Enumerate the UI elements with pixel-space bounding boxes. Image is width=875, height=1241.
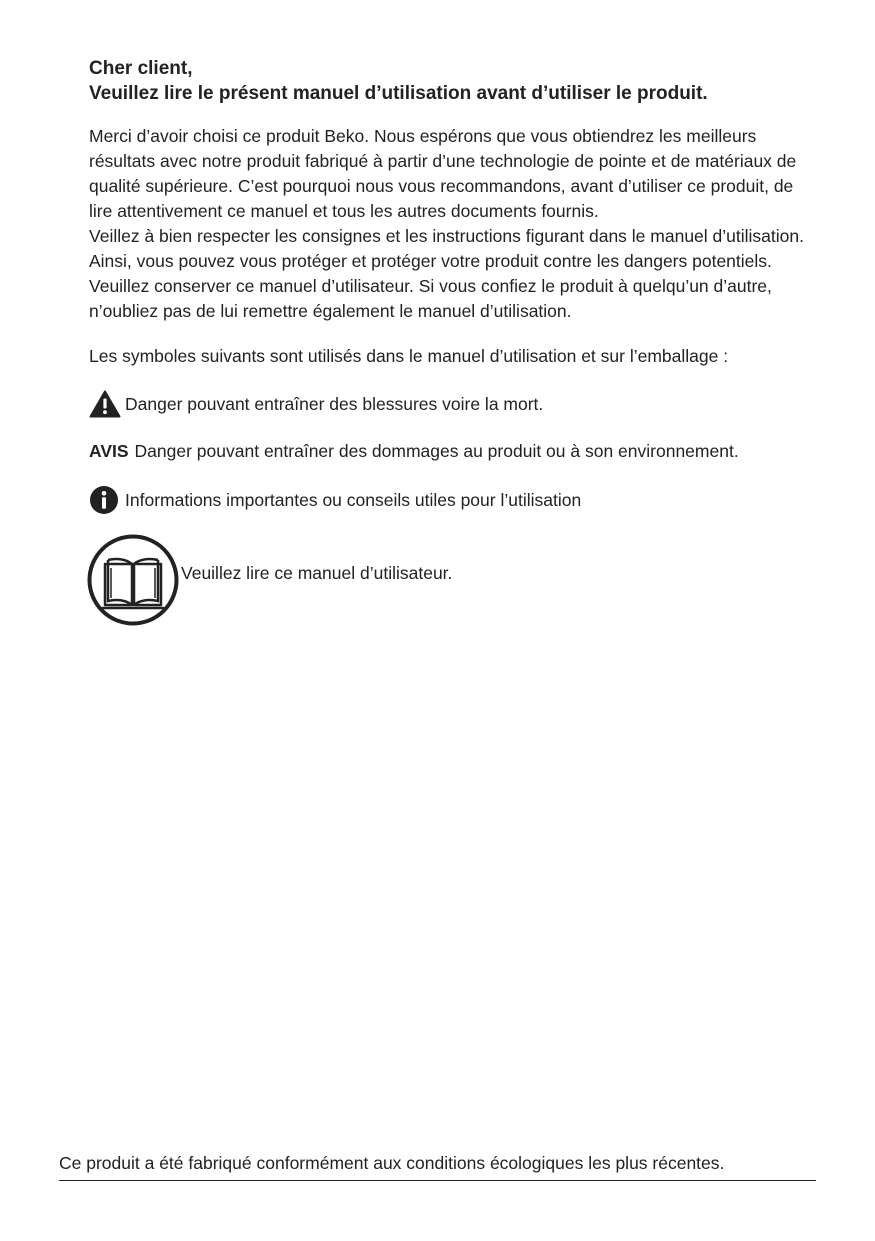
intro-paragraph-2: Veillez à bien respecter les consignes et les instructions figurant dans le manuel d’utilisation. Ainsi, vous pouvez vous protéger et protéger votre produit contre les dangers potentiels. — [89, 226, 804, 271]
avis-label: AVIS — [89, 441, 129, 461]
intro-section — [89, 124, 819, 324]
intro-paragraph-1: Merci d’avoir choisi ce produit Beko. Nous espérons que vous obtiendrez les meilleurs résultats avec notre produit fabriqué à partir d’une technologie de pointe et de matériaux de qualité supérieure. C’est pourquoi nous vous recommandons, avant d’utiliser ce produit, de lire attentivement ce manuel et tous les autres documents fournis. — [89, 126, 797, 221]
avis-description: Danger pouvant entraîner des dommages au produit ou à son environnement. — [134, 441, 739, 461]
footer-note: Ce produit a été fabriqué conformément aux conditions écologiques les plus récentes. — [59, 1151, 816, 1181]
symbol-avis-row — [89, 439, 819, 464]
info-circle-icon — [89, 485, 119, 515]
warning-triangle-icon — [89, 390, 121, 418]
symbols-intro: Les symboles suivants sont utilisés dans le manuel d’utilisation et sur l’emballage : — [89, 346, 729, 366]
danger-description: Danger pouvant entraîner des blessures voire la mort. — [125, 393, 544, 414]
salutation: Cher client, — [89, 58, 193, 79]
info-description: Informations importantes ou conseils utiles pour l’utilisation — [125, 489, 582, 510]
symbol-info-row — [89, 485, 819, 515]
read-manual-book-icon — [87, 534, 179, 626]
manual-page — [89, 56, 819, 626]
symbol-manual-row — [89, 534, 819, 626]
symbol-danger-row — [89, 390, 819, 418]
manual-description: Veuillez lire ce manuel d’utilisateur. — [181, 563, 453, 583]
intro-paragraph-3: Veuillez conserver ce manuel d’utilisateur. Si vous confiez le produit à quelqu’un d’autre, n’oubliez pas de lui remettre également le manuel d’utilisation. — [89, 276, 772, 321]
page-title: Veuillez lire le présent manuel d’utilisation avant d’utiliser le produit. — [89, 83, 708, 104]
